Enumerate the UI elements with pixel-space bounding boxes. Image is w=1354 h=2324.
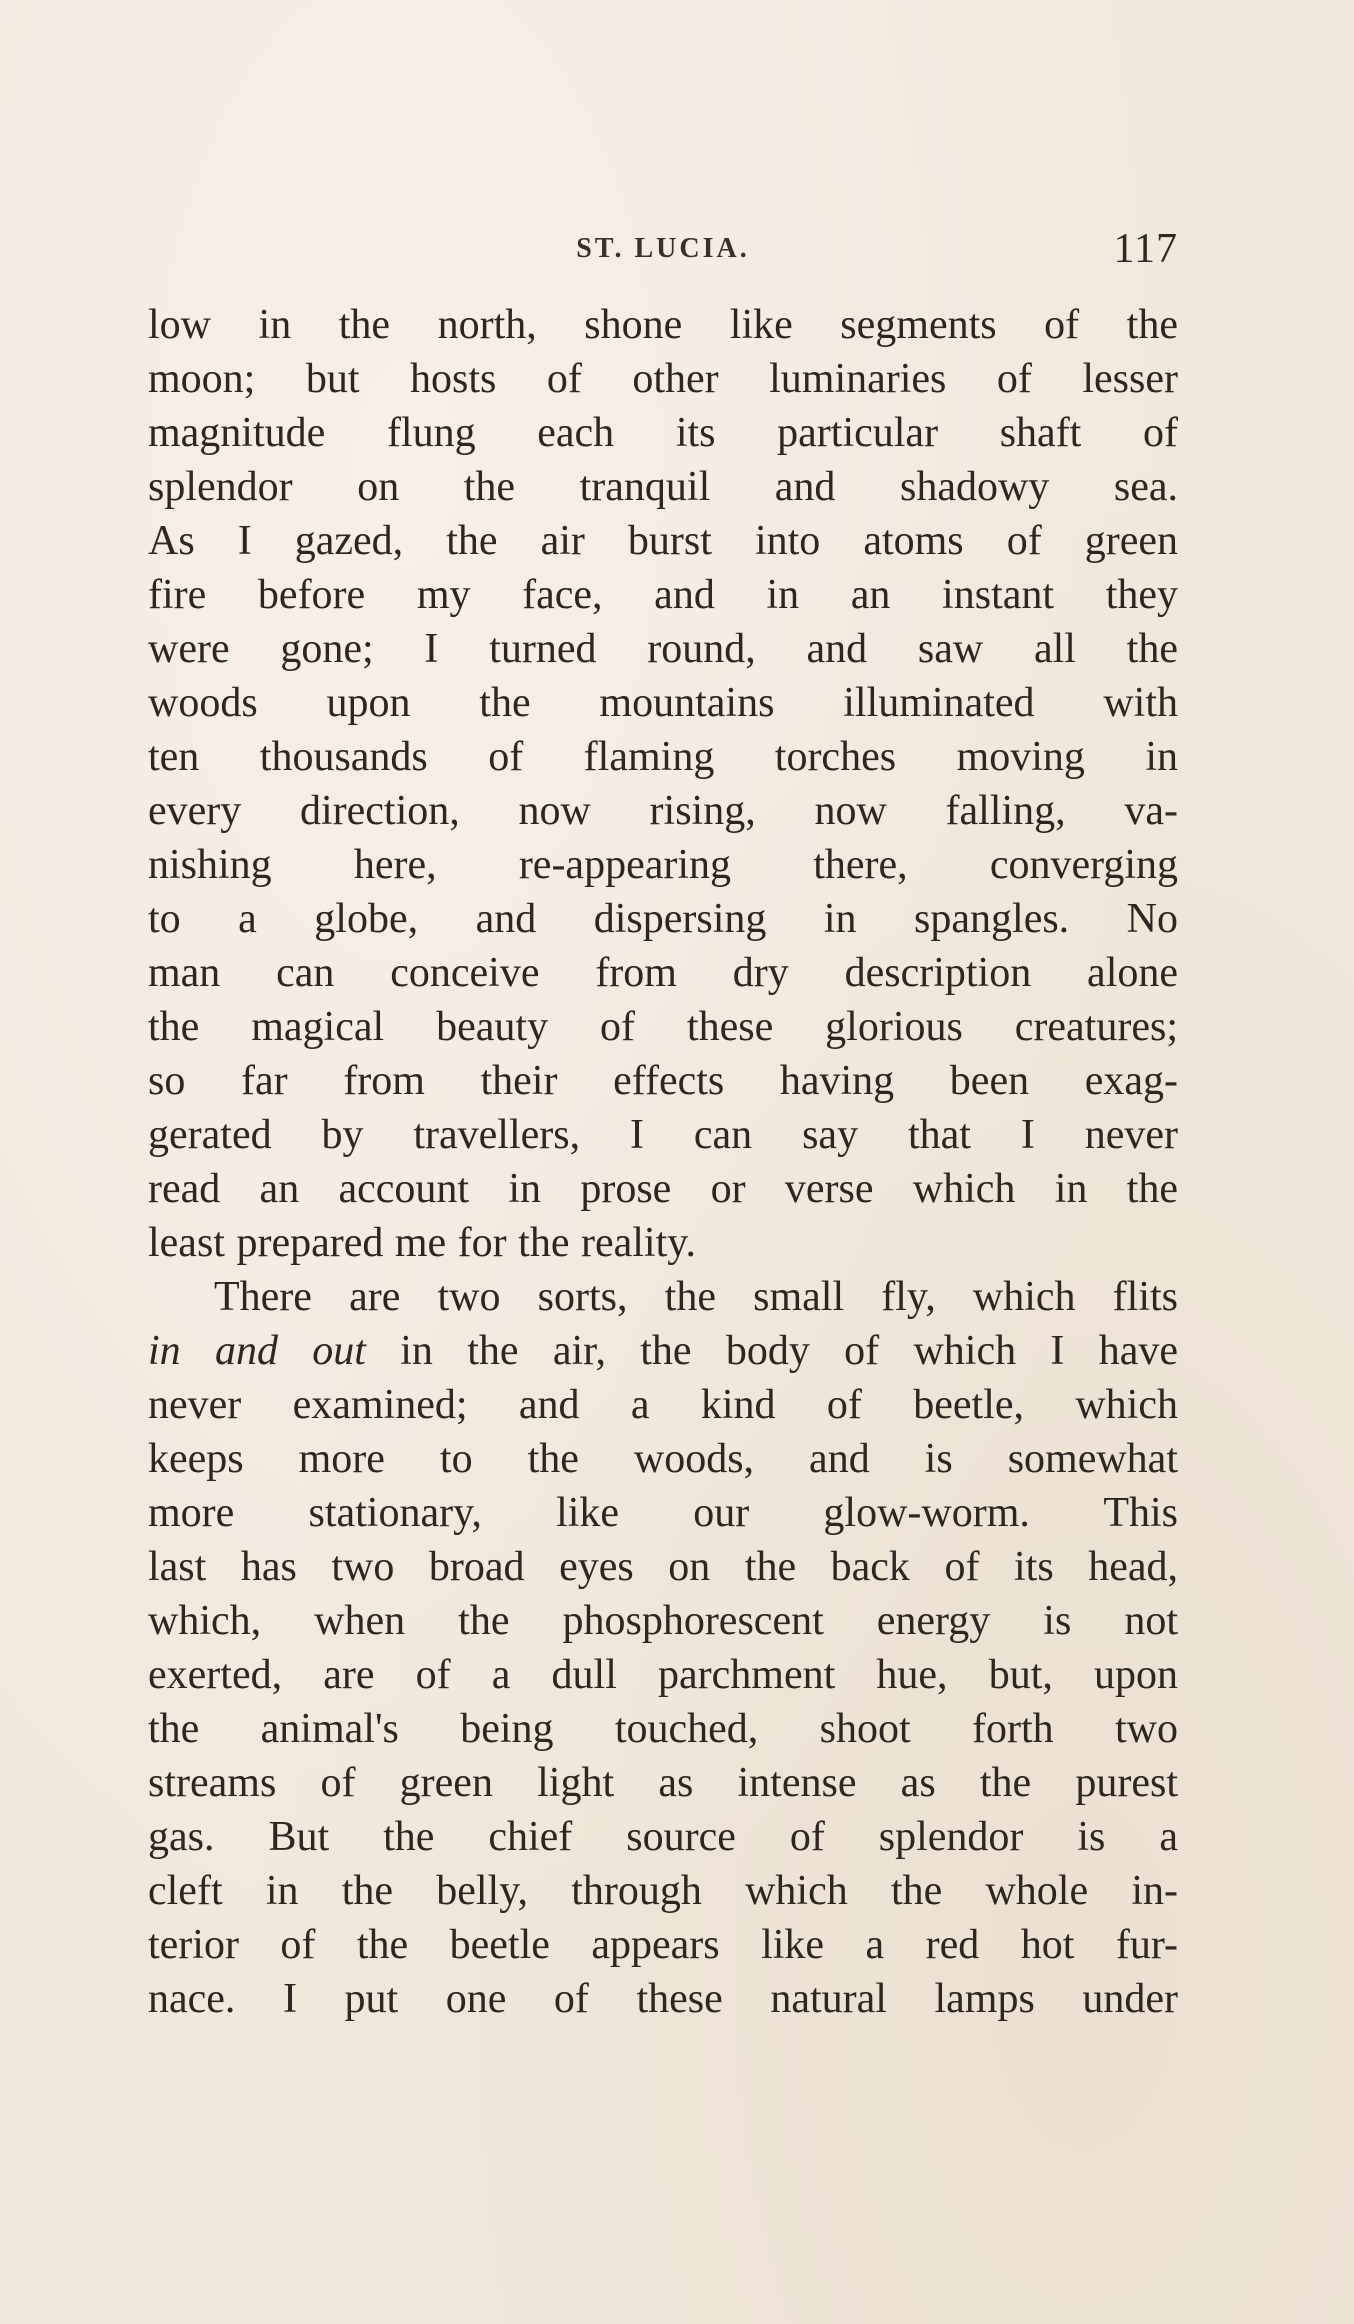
text-line: every direction, now rising, now falling, va- — [148, 788, 1178, 834]
text-line: exerted, are of a dull parchment hue, but, upon — [148, 1652, 1178, 1698]
body-text — [148, 298, 1178, 2026]
text-line — [148, 1324, 1178, 1378]
text-line: were gone; I turned round, and saw all the — [148, 626, 1178, 672]
text-line: read an account in prose or verse which in the — [148, 1166, 1178, 1212]
text-line — [148, 1270, 1178, 1324]
text-line: man can conceive from dry description alone — [148, 950, 1178, 996]
text-line: the magical beauty of these glorious creatures; — [148, 1004, 1178, 1050]
paragraph-1 — [148, 298, 1178, 1270]
text-line: gerated by travellers, I can say that I never — [148, 1112, 1178, 1158]
text-line: more stationary, like our glow-worm. This — [148, 1490, 1178, 1536]
text-line: magnitude flung each its particular shaft of — [148, 410, 1178, 456]
paragraph-2 — [148, 1270, 1178, 2026]
text-line: never examined; and a kind of beetle, which — [148, 1382, 1178, 1428]
text-line: to a globe, and dispersing in spangles. No — [148, 896, 1178, 942]
text-line: low in the north, shone like segments of the — [148, 302, 1178, 348]
text-line: terior of the beetle appears like a red hot fur- — [148, 1922, 1178, 1968]
text-line: fire before my face, and in an instant they — [148, 572, 1178, 618]
text-line: ten thousands of flaming torches moving in — [148, 734, 1178, 780]
text-line: keeps more to the woods, and is somewhat — [148, 1436, 1178, 1482]
text-line: streams of green light as intense as the purest — [148, 1760, 1178, 1806]
text-line: last has two broad eyes on the back of its head, — [148, 1544, 1178, 1590]
page-number: 117 — [1113, 226, 1178, 272]
text-line: so far from their effects having been exag- — [148, 1058, 1178, 1104]
text-line: As I gazed, the air burst into atoms of green — [148, 518, 1178, 564]
text-line: moon; but hosts of other luminaries of lesser — [148, 356, 1178, 402]
text-line-content: in the air, the body of which I have — [365, 1328, 1178, 1374]
text-line: the animal's being touched, shoot forth two — [148, 1706, 1178, 1752]
text-line: least prepared me for the reality. — [148, 1220, 697, 1266]
text-line: woods upon the mountains illuminated with — [148, 680, 1178, 726]
text-line: cleft in the belly, through which the whole in- — [148, 1868, 1178, 1914]
text-line: nace. I put one of these natural lamps under — [148, 1976, 1178, 2022]
running-head — [148, 225, 1178, 275]
text-line: gas. But the chief source of splendor is a — [148, 1814, 1178, 1860]
text-line: nishing here, re-appearing there, converging — [148, 842, 1178, 888]
text-line: splendor on the tranquil and shadowy sea. — [148, 464, 1178, 510]
running-title: ST. LUCIA. — [576, 233, 750, 264]
text-line: which, when the phosphorescent energy is not — [148, 1598, 1178, 1644]
italic-phrase: in and out — [148, 1328, 366, 1374]
text-line-content: There are two sorts, the small fly, which flits — [214, 1274, 1178, 1320]
